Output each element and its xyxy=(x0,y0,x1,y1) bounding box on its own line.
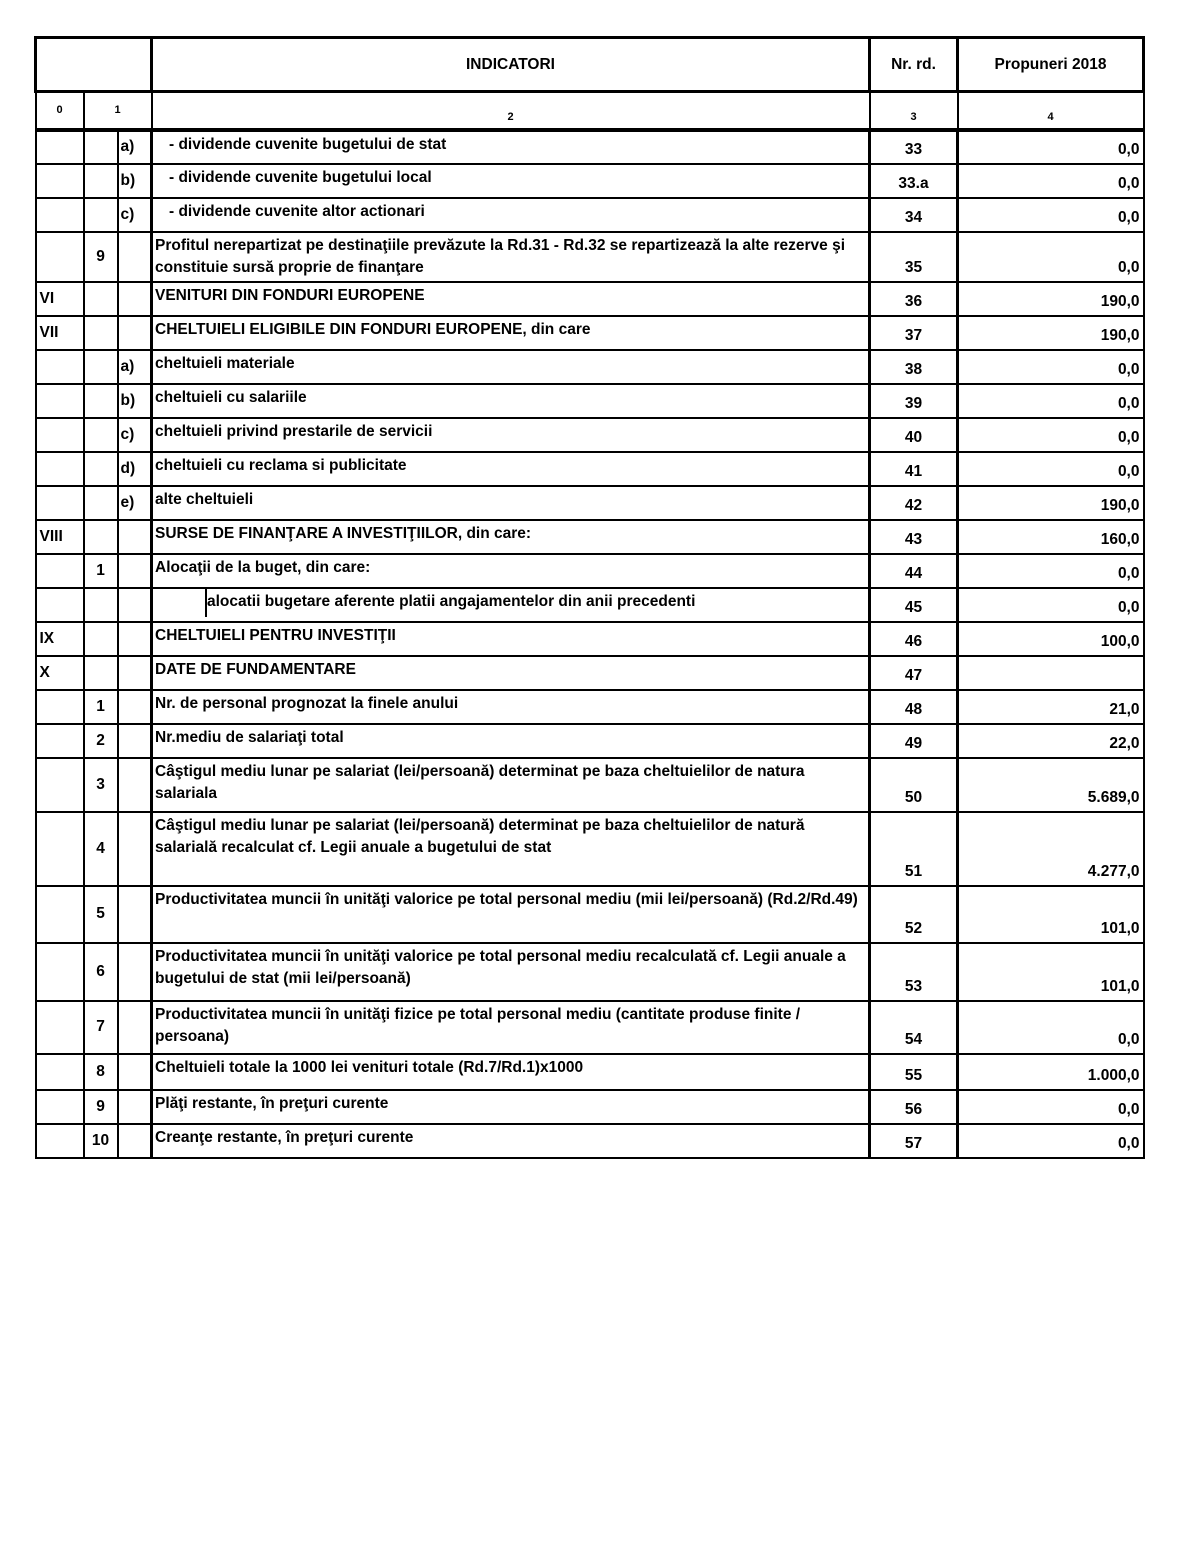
indicator-text: alocatii bugetare aferente platii angajamentelor din anii precedenti xyxy=(207,592,696,610)
section-number-cell xyxy=(36,198,84,232)
indicator-text-cell xyxy=(152,1090,870,1124)
proposal-value-cell: 101,0 xyxy=(958,943,1144,1001)
indicator-text: Alocaţii de la buget, din care: xyxy=(155,558,371,576)
section-number-cell xyxy=(36,690,84,724)
item-number-cell: 2 xyxy=(84,724,118,758)
indicator-text-cell xyxy=(152,724,870,758)
item-number-cell: 1 xyxy=(84,554,118,588)
item-number-cell xyxy=(84,486,118,520)
row-number-cell: 33 xyxy=(870,130,958,164)
row-number-cell: 39 xyxy=(870,384,958,418)
indicator-text: Profitul nerepartizat pe destinaţiile prevăzute la Rd.31 - Rd.32 se repartizează la alte rezerve şi constituie sursă proprie de finanţare xyxy=(155,236,846,276)
column-number-4: 4 xyxy=(958,92,1144,130)
row-number-cell: 54 xyxy=(870,1001,958,1054)
sub-letter-cell: a) xyxy=(118,350,152,384)
indicator-text: Câştigul mediu lunar pe salariat (lei/persoană) determinat pe baza cheltuielilor de natura salariala xyxy=(155,762,805,802)
indicator-text: Nr.mediu de salariaţi total xyxy=(155,728,344,746)
row-number-cell: 45 xyxy=(870,588,958,622)
indicator-text: cheltuieli materiale xyxy=(155,354,295,372)
proposal-value-cell: 190,0 xyxy=(958,282,1144,316)
sub-letter-cell: b) xyxy=(118,164,152,198)
indicator-text: CHELTUIELI PENTRU INVESTIŢII xyxy=(155,626,396,644)
proposal-value-cell: 0,0 xyxy=(958,384,1144,418)
sub-letter-cell: c) xyxy=(118,418,152,452)
indicator-text: alte cheltuieli xyxy=(155,490,254,508)
item-number-cell xyxy=(84,520,118,554)
indicator-text: CHELTUIELI ELIGIBILE DIN FONDURI EUROPENE, din care xyxy=(155,320,591,338)
section-number-cell: X xyxy=(36,656,84,690)
header-nr-rd: Nr. rd. xyxy=(870,38,958,92)
table-row xyxy=(36,452,1144,486)
indicator-text: VENITURI DIN FONDURI EUROPENE xyxy=(155,286,425,304)
proposal-value-cell: 0,0 xyxy=(958,418,1144,452)
sub-letter-cell xyxy=(118,943,152,1001)
indicator-text: - dividende cuvenite bugetului local xyxy=(169,168,432,186)
item-number-cell xyxy=(84,282,118,316)
row-number-cell: 35 xyxy=(870,232,958,282)
item-number-cell: 5 xyxy=(84,886,118,943)
indicator-text-cell xyxy=(152,943,870,1001)
sub-letter-cell xyxy=(118,886,152,943)
indicator-text-cell xyxy=(152,1001,870,1054)
indicator-text: Cheltuieli totale la 1000 lei venituri totale (Rd.7/Rd.1)x1000 xyxy=(155,1058,584,1076)
item-number-cell xyxy=(84,316,118,350)
sub-letter-cell xyxy=(118,690,152,724)
indicator-text-cell xyxy=(152,130,870,164)
indent-box xyxy=(153,589,207,617)
indicator-text: cheltuieli cu reclama si publicitate xyxy=(155,456,407,474)
section-number-cell xyxy=(36,1124,84,1158)
section-number-cell: VIII xyxy=(36,520,84,554)
row-number-cell: 55 xyxy=(870,1054,958,1090)
table-row xyxy=(36,758,1144,812)
indicator-text-cell xyxy=(152,384,870,418)
table-row xyxy=(36,812,1144,886)
sub-letter-cell xyxy=(118,520,152,554)
row-number-cell: 44 xyxy=(870,554,958,588)
table-row xyxy=(36,282,1144,316)
sub-letter-cell xyxy=(118,232,152,282)
row-number-cell: 56 xyxy=(870,1090,958,1124)
indicator-text-cell xyxy=(152,1124,870,1158)
item-number-cell: 9 xyxy=(84,1090,118,1124)
item-number-cell xyxy=(84,350,118,384)
proposal-value-cell: 0,0 xyxy=(958,130,1144,164)
proposal-value-cell: 100,0 xyxy=(958,622,1144,656)
proposal-value-cell: 0,0 xyxy=(958,1001,1144,1054)
table-row xyxy=(36,164,1144,198)
sub-letter-cell xyxy=(118,758,152,812)
row-number-cell: 33.a xyxy=(870,164,958,198)
sub-letter-cell xyxy=(118,1090,152,1124)
proposal-value-cell: 4.277,0 xyxy=(958,812,1144,886)
sub-letter-cell xyxy=(118,282,152,316)
proposal-value-cell: 0,0 xyxy=(958,350,1144,384)
proposal-value-cell: 22,0 xyxy=(958,724,1144,758)
indicator-text-cell xyxy=(152,622,870,656)
section-number-cell xyxy=(36,758,84,812)
row-number-cell: 50 xyxy=(870,758,958,812)
sub-letter-cell: c) xyxy=(118,198,152,232)
table-row xyxy=(36,1124,1144,1158)
indicator-text-cell xyxy=(152,886,870,943)
row-number-cell: 49 xyxy=(870,724,958,758)
table-row xyxy=(36,554,1144,588)
proposal-value-cell: 0,0 xyxy=(958,232,1144,282)
column-number-1: 1 xyxy=(84,92,152,130)
item-number-cell: 6 xyxy=(84,943,118,1001)
section-number-cell: IX xyxy=(36,622,84,656)
table-row xyxy=(36,588,1144,622)
indicator-text-cell xyxy=(152,520,870,554)
indicator-text: cheltuieli cu salariile xyxy=(155,388,307,406)
table-row xyxy=(36,520,1144,554)
item-number-cell xyxy=(84,452,118,486)
proposal-value-cell: 190,0 xyxy=(958,486,1144,520)
table-row xyxy=(36,486,1144,520)
proposal-value-cell xyxy=(958,656,1144,690)
proposal-value-cell: 0,0 xyxy=(958,198,1144,232)
section-number-cell xyxy=(36,486,84,520)
indicator-text-cell xyxy=(152,1054,870,1090)
row-number-cell: 47 xyxy=(870,656,958,690)
section-number-cell xyxy=(36,943,84,1001)
indicator-text: Câştigul mediu lunar pe salariat (lei/persoană) determinat pe baza cheltuielilor de natură salarială recalculat cf. Legii anuale a bugetului de stat xyxy=(155,816,805,856)
header-indicatori: INDICATORI xyxy=(152,38,870,92)
row-number-cell: 37 xyxy=(870,316,958,350)
table-row xyxy=(36,1090,1144,1124)
row-number-cell: 46 xyxy=(870,622,958,656)
row-number-cell: 38 xyxy=(870,350,958,384)
row-number-cell: 43 xyxy=(870,520,958,554)
row-number-cell: 42 xyxy=(870,486,958,520)
section-number-cell xyxy=(36,1054,84,1090)
item-number-cell xyxy=(84,622,118,656)
indicator-text-cell xyxy=(152,350,870,384)
item-number-cell: 3 xyxy=(84,758,118,812)
proposal-value-cell: 160,0 xyxy=(958,520,1144,554)
section-number-cell xyxy=(36,130,84,164)
indicator-text: Nr. de personal prognozat la finele anului xyxy=(155,694,459,712)
item-number-cell xyxy=(84,198,118,232)
indicator-text-cell xyxy=(152,452,870,486)
table-row xyxy=(36,1001,1144,1054)
item-number-cell xyxy=(84,656,118,690)
proposal-value-cell: 21,0 xyxy=(958,690,1144,724)
section-number-cell xyxy=(36,588,84,622)
row-number-cell: 51 xyxy=(870,812,958,886)
table-row xyxy=(36,418,1144,452)
sub-letter-cell: b) xyxy=(118,384,152,418)
sub-letter-cell: e) xyxy=(118,486,152,520)
table-row xyxy=(36,232,1144,282)
section-number-cell xyxy=(36,886,84,943)
item-number-cell: 8 xyxy=(84,1054,118,1090)
sub-letter-cell xyxy=(118,1054,152,1090)
indicator-text-cell xyxy=(152,164,870,198)
section-number-cell: VI xyxy=(36,282,84,316)
row-number-cell: 48 xyxy=(870,690,958,724)
indicator-text-cell xyxy=(152,656,870,690)
column-number-row xyxy=(36,92,1144,130)
row-number-cell: 40 xyxy=(870,418,958,452)
item-number-cell xyxy=(84,384,118,418)
sub-letter-cell xyxy=(118,554,152,588)
table-row xyxy=(36,384,1144,418)
item-number-cell: 4 xyxy=(84,812,118,886)
item-number-cell xyxy=(84,130,118,164)
indicator-text-cell xyxy=(152,690,870,724)
indicator-text-cell xyxy=(152,486,870,520)
sub-letter-cell xyxy=(118,316,152,350)
header-propuneri: Propuneri 2018 xyxy=(958,38,1144,92)
indicator-text: Plăţi restante, în preţuri curente xyxy=(155,1094,389,1112)
indicator-text-cell xyxy=(152,812,870,886)
item-number-cell: 9 xyxy=(84,232,118,282)
table-row xyxy=(36,1054,1144,1090)
row-number-cell: 41 xyxy=(870,452,958,486)
indicator-text: DATE DE FUNDAMENTARE xyxy=(155,660,356,678)
indicator-text: - dividende cuvenite bugetului de stat xyxy=(169,135,447,153)
item-number-cell xyxy=(84,418,118,452)
row-number-cell: 53 xyxy=(870,943,958,1001)
indicator-text: Creanţe restante, în preţuri curente xyxy=(155,1128,414,1146)
section-number-cell xyxy=(36,418,84,452)
table-row xyxy=(36,943,1144,1001)
indicators-table xyxy=(34,36,1145,1159)
row-number-cell: 36 xyxy=(870,282,958,316)
proposal-value-cell: 0,0 xyxy=(958,588,1144,622)
item-number-cell: 10 xyxy=(84,1124,118,1158)
header-empty-cell xyxy=(84,38,152,92)
indicator-text-cell xyxy=(152,282,870,316)
row-number-cell: 57 xyxy=(870,1124,958,1158)
section-number-cell xyxy=(36,554,84,588)
item-number-cell xyxy=(84,588,118,622)
section-number-cell xyxy=(36,232,84,282)
proposal-value-cell: 0,0 xyxy=(958,452,1144,486)
table-row xyxy=(36,656,1144,690)
proposal-value-cell: 101,0 xyxy=(958,886,1144,943)
proposal-value-cell: 5.689,0 xyxy=(958,758,1144,812)
proposal-value-cell: 1.000,0 xyxy=(958,1054,1144,1090)
indicator-text-cell xyxy=(152,758,870,812)
table-row xyxy=(36,622,1144,656)
proposal-value-cell: 0,0 xyxy=(958,164,1144,198)
column-number-2: 2 xyxy=(152,92,870,130)
section-number-cell xyxy=(36,452,84,486)
sub-letter-cell xyxy=(118,622,152,656)
sub-letter-cell: a) xyxy=(118,130,152,164)
section-number-cell xyxy=(36,164,84,198)
sub-letter-cell xyxy=(118,1001,152,1054)
row-number-cell: 34 xyxy=(870,198,958,232)
sub-letter-cell xyxy=(118,724,152,758)
item-number-cell: 1 xyxy=(84,690,118,724)
section-number-cell: VII xyxy=(36,316,84,350)
proposal-value-cell: 0,0 xyxy=(958,1124,1144,1158)
indicator-text: SURSE DE FINANŢARE A INVESTIŢIILOR, din care: xyxy=(155,524,532,542)
table-row xyxy=(36,130,1144,164)
column-number-0: 0 xyxy=(36,92,84,130)
indicator-text-cell xyxy=(152,232,870,282)
indicator-text-cell xyxy=(152,418,870,452)
indicator-text-cell xyxy=(152,316,870,350)
header-empty-cell xyxy=(36,38,84,92)
indicator-text-cell xyxy=(152,588,870,622)
indicator-text: Productivitatea muncii în unităţi fizice pe total personal mediu (cantitate produse finite / persoana) xyxy=(155,1005,801,1045)
sub-letter-cell xyxy=(118,812,152,886)
table-row xyxy=(36,724,1144,758)
proposal-value-cell: 0,0 xyxy=(958,1090,1144,1124)
proposal-value-cell: 190,0 xyxy=(958,316,1144,350)
section-number-cell xyxy=(36,384,84,418)
section-number-cell xyxy=(36,812,84,886)
indicator-text-cell xyxy=(152,554,870,588)
indicator-text: Productivitatea muncii în unităţi valorice pe total personal mediu recalculată cf. Legii anuale a bugetului de stat (mii lei/persoană) xyxy=(155,947,846,987)
sub-letter-cell: d) xyxy=(118,452,152,486)
proposal-value-cell: 0,0 xyxy=(958,554,1144,588)
sub-letter-cell xyxy=(118,1124,152,1158)
indicator-text-cell xyxy=(152,198,870,232)
section-number-cell xyxy=(36,350,84,384)
row-number-cell: 52 xyxy=(870,886,958,943)
item-number-cell: 7 xyxy=(84,1001,118,1054)
table-row xyxy=(36,886,1144,943)
section-number-cell xyxy=(36,724,84,758)
indicator-text: - dividende cuvenite altor actionari xyxy=(169,202,425,220)
table-row xyxy=(36,350,1144,384)
column-number-3: 3 xyxy=(870,92,958,130)
indicator-text: cheltuieli privind prestarile de servicii xyxy=(155,422,433,440)
item-number-cell xyxy=(84,164,118,198)
section-number-cell xyxy=(36,1090,84,1124)
section-number-cell xyxy=(36,1001,84,1054)
indicator-text: Productivitatea muncii în unităţi valorice pe total personal mediu (mii lei/persoană) (Rd.2/Rd.49) xyxy=(155,890,858,908)
table-row xyxy=(36,316,1144,350)
table-row xyxy=(36,198,1144,232)
sub-letter-cell xyxy=(118,588,152,622)
sub-letter-cell xyxy=(118,656,152,690)
header-row xyxy=(36,38,1144,92)
table-row xyxy=(36,690,1144,724)
